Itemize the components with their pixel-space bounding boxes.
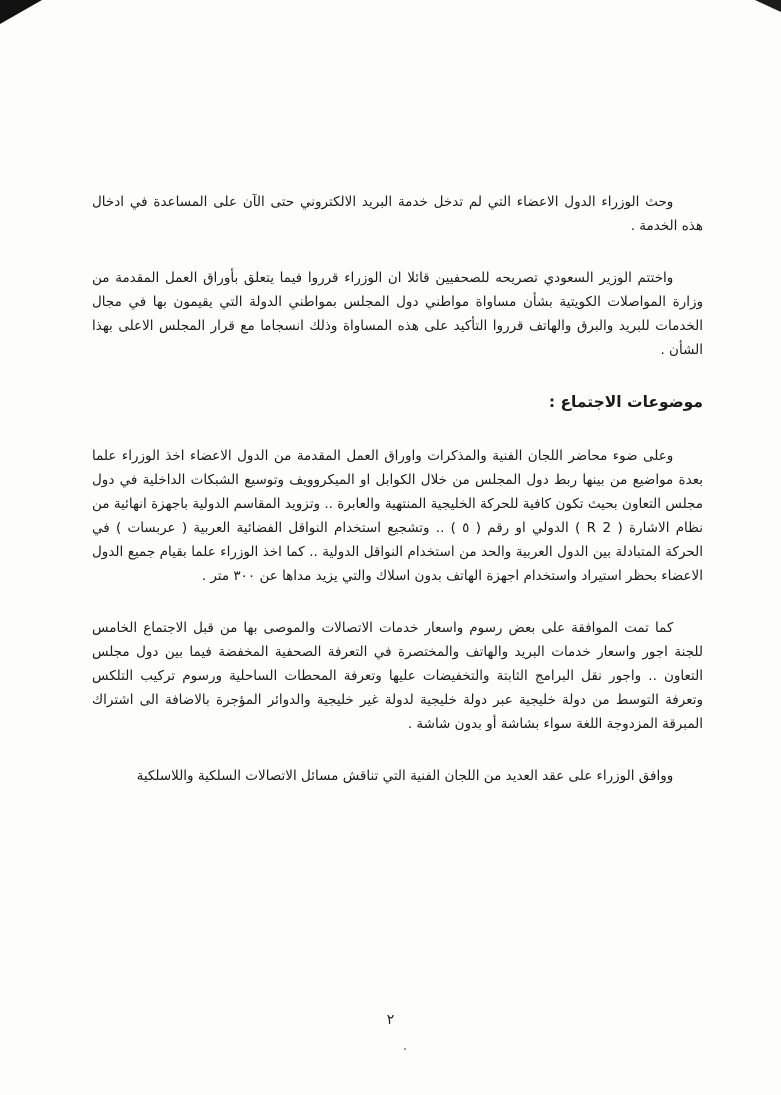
scan-artifact-top-right [755,0,781,12]
scan-artifact-top-left [0,0,42,24]
paragraph-technical-committees: ووافق الوزراء على عقد العديد من اللجان الفنية التي تناقش مسائل الاتصالات السلكية واللاسلكية [136,768,674,784]
paragraph-email-service: وحث الوزراء الدول الاعضاء التي لم تدخل خدمة البريد الالكتروني حتى الآن على المساعدة في ادخال هذه الخدمة . [92,194,703,234]
page-number: ٢ [386,1012,395,1028]
paragraph-meeting-topics-details: وعلى ضوء محاضر اللجان الفنية والمذكرات واوراق العمل المقدمة من الدول الاعضاء اخذ الوزراء علما بعدة مواضيع من بينها ربط دول المجلس من خلال الكوابل او الميكروويف وتوسيع الشبكات الداخلية في دول مجلس التعاون بحيث تكون كافية للحركة الخليجية المنتهية والعابرة .. وتزويد المقاسم الدولية باجهزة انهائية من نظام الاشارة ( R 2 ) الدولي او رقم ( ٥ ) .. وتشجيع استخدام النواقل الفضائية العربية ( عربسات ) في الحركة المتبادلة بين الدول العربية والحد من استخدام النواقل الدولية .. كما اخذ الوزراء علما بقيام جميع الدول الاعضاء بحظر استيراد واستخدام اجهزة الهاتف بدون اسلاك والتي يزيد مداها عن ٣٠٠ متر . [92,448,704,584]
paragraph-saudi-minister-statement: واختتم الوزير السعودي تصريحه للصحفيين قائلا ان الوزراء قرروا فيما يتعلق بأوراق العمل المقدمة من وزارة المواصلات الكويتية بشأن مساواة مواطني دول المجلس بمواطني الدولة التي يقيمون بها في مجال الخدمات للبريد والبرق والهاتف قرروا التأكيد على هذه المساواة وذلك انسجاما مع قرار المجلس الاعلى بهذا الشأن . [92,270,703,358]
paragraph-tariffs-approval: كما تمت الموافقة على بعض رسوم واسعار خدمات الاتصالات والموصى بها من قبل الاجتماع الخامس للجنة اجور واسعار خدمات البريد والهاتف والمختصرة في التعرفة الصحفية المخفضة فيما بين دول مجلس التعاون .. واجور نقل البرامج الثابتة والتخفيضات عليها وتعرفة المحطات الساحلية ورسوم تركيب التلكس وتعرفة التوسط من دولة خليجية عبر دولة خليجية لدولة غير خليجية والدوائر المؤجرة بالاضافة الى اشتراك المبرقة المزدوجة اللغة سواء بشاشة أو بدون شاشة . [92,620,703,732]
section-heading-meeting-topics: موضوعات الاجتماع : [548,393,703,411]
scan-artifact-dot [404,1048,406,1050]
page-content [92,190,703,788]
